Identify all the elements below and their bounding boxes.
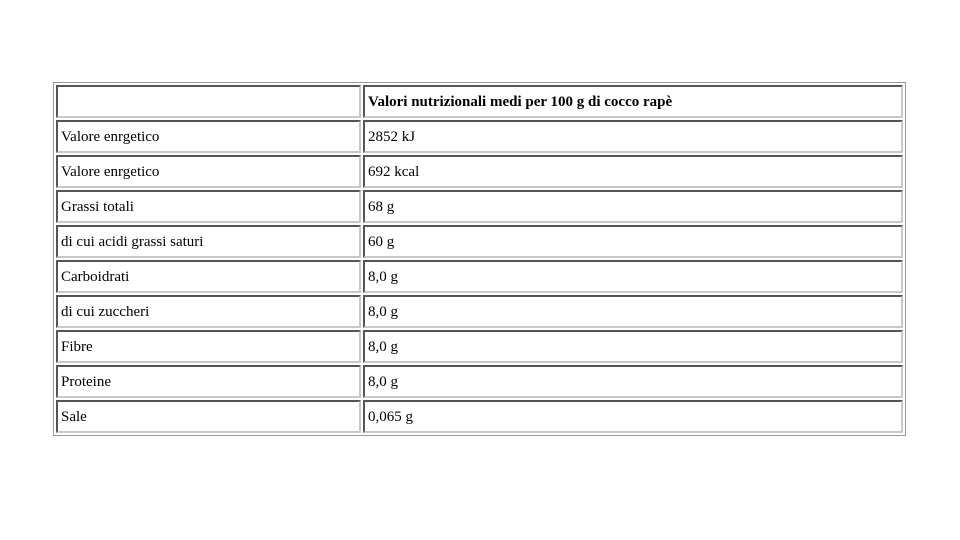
- row-label: Sale: [56, 400, 361, 433]
- row-label: di cui acidi grassi saturi: [56, 225, 361, 258]
- row-label: Valore enrgetico: [56, 120, 361, 153]
- table-header-row: [56, 85, 903, 118]
- table-row: [56, 120, 903, 153]
- row-value: 60 g: [363, 225, 903, 258]
- table-row: [56, 365, 903, 398]
- row-value: 2852 kJ: [363, 120, 903, 153]
- nutrition-table: [54, 83, 905, 435]
- header-empty-cell: [56, 85, 361, 118]
- row-value: 692 kcal: [363, 155, 903, 188]
- row-value: 8,0 g: [363, 365, 903, 398]
- row-value: 8,0 g: [363, 295, 903, 328]
- row-value: 8,0 g: [363, 330, 903, 363]
- table-row: [56, 190, 903, 223]
- table-row: [56, 260, 903, 293]
- row-label: Valore enrgetico: [56, 155, 361, 188]
- row-value: 8,0 g: [363, 260, 903, 293]
- row-label: Carboidrati: [56, 260, 361, 293]
- nutrition-table-container: [53, 82, 906, 436]
- row-label: Proteine: [56, 365, 361, 398]
- row-label: di cui zuccheri: [56, 295, 361, 328]
- row-label: Grassi totali: [56, 190, 361, 223]
- table-row: [56, 155, 903, 188]
- table-row: [56, 400, 903, 433]
- header-title-cell: Valori nutrizionali medi per 100 g di cocco rapè: [363, 85, 903, 118]
- row-value: 0,065 g: [363, 400, 903, 433]
- table-row: [56, 225, 903, 258]
- row-label: Fibre: [56, 330, 361, 363]
- table-row: [56, 295, 903, 328]
- table-row: [56, 330, 903, 363]
- row-value: 68 g: [363, 190, 903, 223]
